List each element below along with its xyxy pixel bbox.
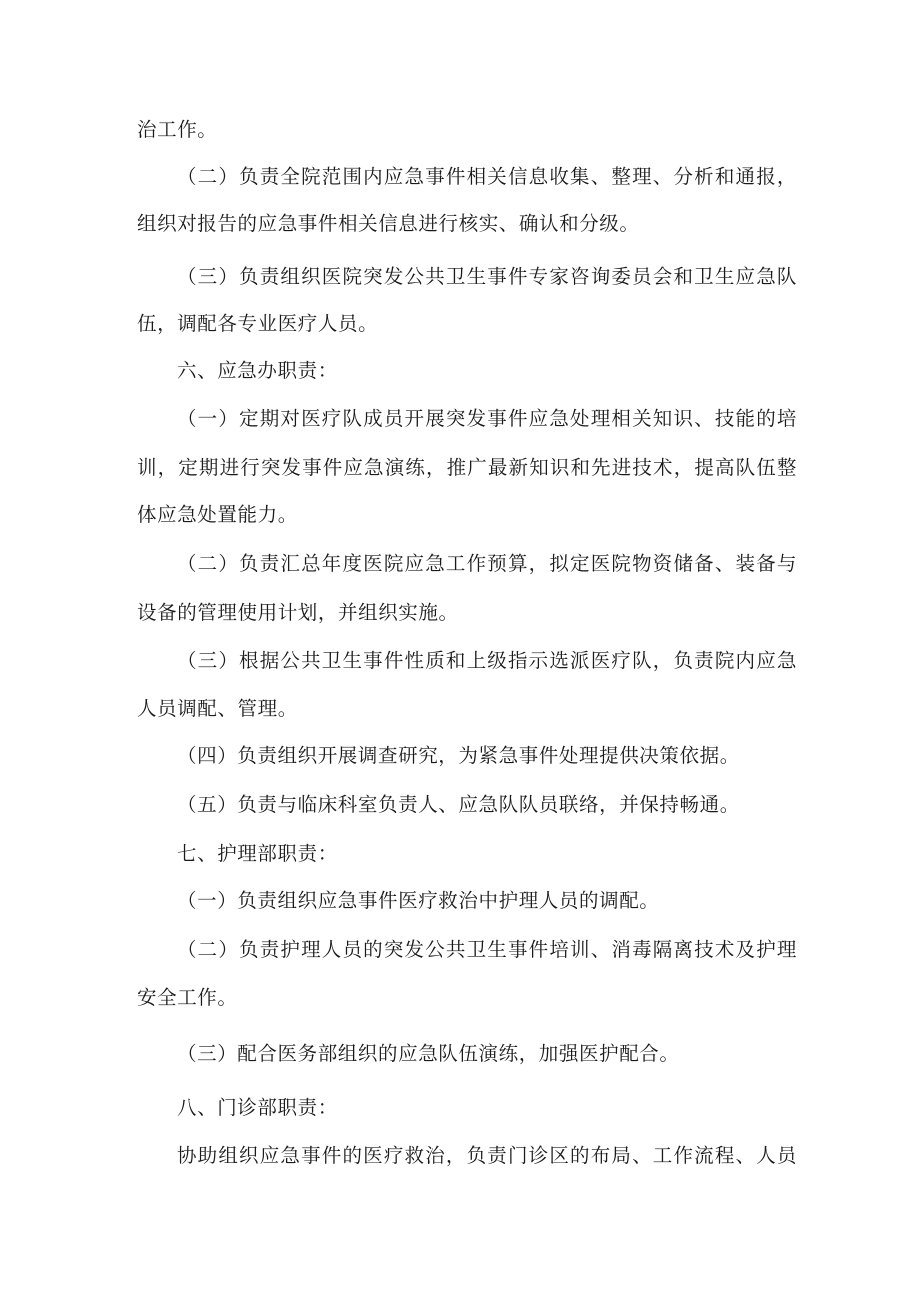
text-line: （二）负责全院范围内应急事件相关信息收集、整理、分析和通报， bbox=[177, 165, 797, 188]
text-line: （一）定期对医疗队成员开展突发事件应急处理相关知识、技能的培 bbox=[177, 407, 797, 430]
text-line: 训，定期进行突发事件应急演练，推广最新知识和先进技术，提高队伍整 bbox=[137, 456, 797, 479]
text-line: （二）负责汇总年度医院应急工作预算，拟定医院物资储备、装备与 bbox=[177, 552, 797, 575]
text-line: 人员调配、管理。 bbox=[137, 697, 298, 720]
text-line: （四）负责组织开展调查研究，为紧急事件处理提供决策依据。 bbox=[177, 744, 740, 767]
text-line: （五）负责与临床科室负责人、应急队队员联络，并保持畅通。 bbox=[177, 793, 740, 816]
text-line: （三）负责组织医院突发公共卫生事件专家咨询委员会和卫生应急队 bbox=[177, 265, 797, 288]
text-line: （三）配合医务部组织的应急队伍演练，加强医护配合。 bbox=[177, 1042, 680, 1065]
text-line: 安全工作。 bbox=[137, 986, 238, 1009]
text-line: 设备的管理使用计划，并组织实施。 bbox=[137, 601, 459, 624]
text-line: （一）负责组织应急事件医疗救治中护理人员的调配。 bbox=[177, 889, 660, 912]
text-line: 伍，调配各专业医疗人员。 bbox=[137, 312, 379, 335]
text-line: 体应急处置能力。 bbox=[137, 503, 298, 526]
section-heading: 八、门诊部职责： bbox=[177, 1096, 338, 1119]
text-line: （二）负责护理人员的突发公共卫生事件培训、消毒隔离技术及护理 bbox=[177, 938, 797, 961]
text-line: 协助组织应急事件的医疗救治，负责门诊区的布局、工作流程、人员 bbox=[177, 1144, 797, 1167]
text-line: 治工作。 bbox=[137, 118, 218, 141]
text-line: 组织对报告的应急事件相关信息进行核实、确认和分级。 bbox=[137, 212, 640, 235]
text-line: （三）根据公共卫生事件性质和上级指示选派医疗队，负责院内应急 bbox=[177, 649, 797, 672]
section-heading: 七、护理部职责： bbox=[177, 842, 338, 865]
section-heading: 六、应急办职责： bbox=[177, 359, 338, 382]
